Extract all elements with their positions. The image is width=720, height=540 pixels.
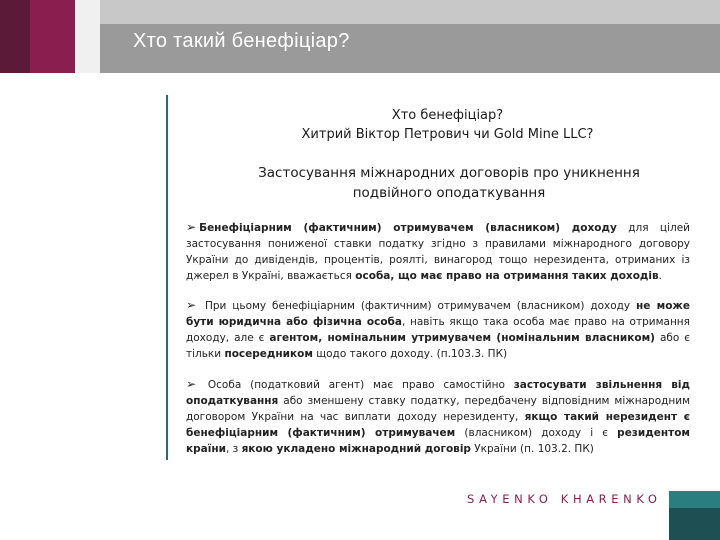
p3-text-g: , з — [225, 443, 242, 455]
arrow-bullet-icon: ➢ — [186, 377, 197, 391]
p3-bold-exemption: застосувати звільнення від оподаткування — [186, 379, 690, 407]
arrow-bullet-icon: ➢ — [186, 298, 197, 312]
paragraph-beneficial-owner-definition — [186, 219, 690, 284]
p2-text-a: При цьому бенефіціарним (фактичним) отримувачем (власником) доходу — [199, 300, 637, 312]
paragraph-tax-agent-right — [186, 376, 690, 457]
p2-bold-intermediary: посередником — [224, 348, 313, 360]
subtitle-line-2: подвійного оподаткування — [352, 185, 546, 201]
slide-title: Хто такий бенефіціар? — [133, 30, 350, 52]
header-accent-burgundy — [30, 0, 75, 73]
p1-bold-term: Бенефіціарним (фактичним) отримувачем (власником) доходу — [199, 222, 617, 234]
p3-text-a: Особа (податковий агент) має право самостійно — [199, 379, 514, 391]
section-subtitle — [175, 163, 720, 203]
p2-bold-agent: агентом, номінальним утримувачем (номінальним власником) — [269, 332, 655, 344]
subtitle-line-1: Застосування міжнародних договорів про уникнення — [258, 165, 640, 181]
p3-bold-resident: резидентом країни — [186, 427, 691, 455]
header-accent-light — [75, 0, 100, 73]
p3-text-c: або зменшену ставку податку, передбачену відповідним міжнародним договором України на час виплати доходу нерезиденту, — [186, 395, 690, 423]
header-accent-dark — [0, 0, 30, 73]
header-bar — [0, 0, 720, 73]
corner-accent-dark-teal — [669, 508, 720, 540]
p2-text-c: , навіть якщо така особа має право на отримання доходу, але є — [186, 316, 690, 344]
p1-text: для цілей застосування пониженої ставки податку згідно з правилами міжнародного договору України до дивідендів, процентів, роялті, винагород тощо нерезидента, отриманих із джерел в Україні, вважається — [186, 222, 690, 282]
p1-end: . — [658, 270, 662, 282]
p3-bold-treaty-country: якою укладено міжнародний договір — [241, 443, 471, 455]
p2-bold-cannot-be: не може бути юридична або фізична особа — [186, 300, 690, 328]
p3-text-i: України (п. 103.2. ПК) — [470, 443, 594, 455]
arrow-bullet-icon: ➢ — [186, 220, 197, 234]
question-line-1: Хто бенефіціар? — [391, 108, 504, 123]
p3-text-e: (власником) доходу і є — [455, 427, 618, 439]
p2-text-g: щодо такого доходу. (п.103.3. ПК) — [312, 348, 508, 360]
corner-accent-teal — [669, 491, 720, 508]
content-divider-line — [166, 95, 168, 460]
p2-text-e: або є тільки — [186, 332, 690, 360]
question-line-2: Хитрий Віктор Петрович чи Gold Mine LLC? — [301, 127, 594, 142]
p1-bold-entitled: особа, що має право на отримання таких доходів — [355, 270, 659, 282]
paragraph-exclusions — [186, 297, 690, 362]
p3-bold-if-beneficiary: якщо такий нерезидент є бенефіціарним (фактичним) отримувачем — [186, 411, 690, 439]
question-block — [175, 106, 720, 144]
brand-logo-text: SAYENKO KHARENKO — [467, 492, 662, 506]
